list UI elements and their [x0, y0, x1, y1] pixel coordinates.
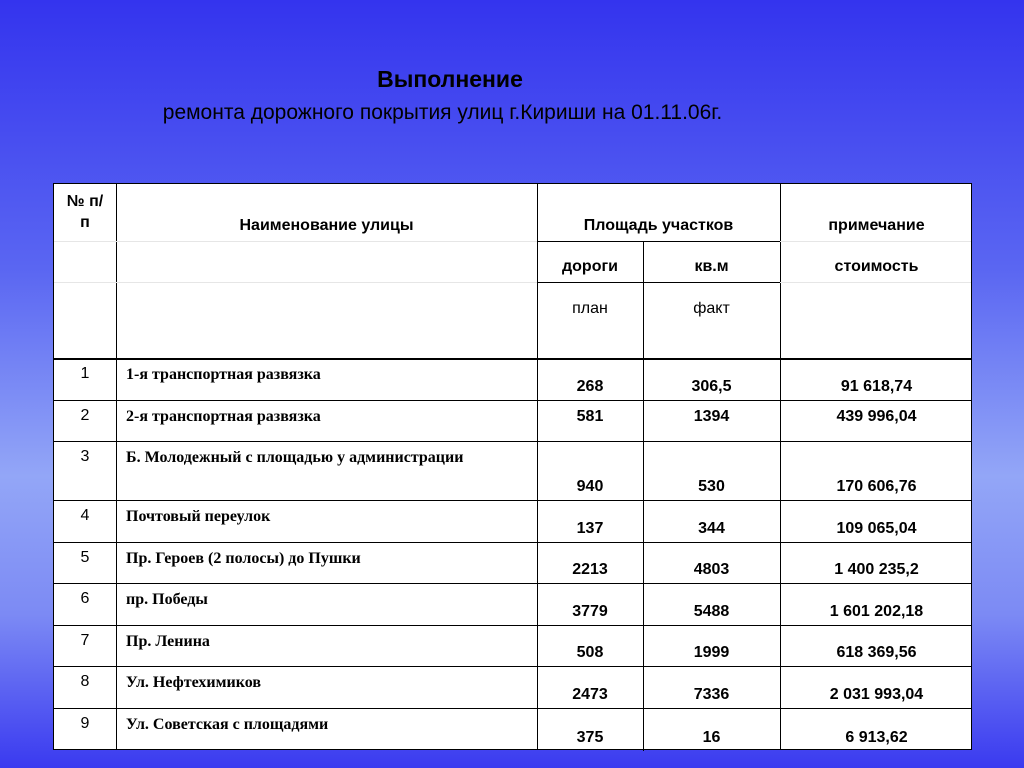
- cost-value: 109 065,04: [836, 520, 917, 537]
- fact-value: 16: [702, 729, 721, 746]
- fact-value: 5488: [693, 603, 730, 620]
- slide-title: Выполнение: [377, 66, 523, 92]
- header-sqm: кв.м: [694, 258, 729, 275]
- header-cost: стоимость: [834, 258, 919, 275]
- plan-value: 268: [576, 378, 604, 395]
- slide-subtitle: ремонта дорожного покрытия улиц г.Кириши на 01.11.06г.: [162, 101, 723, 124]
- street-name: 1-я транспортная развязка: [126, 366, 321, 383]
- header-area: Площадь участков: [583, 216, 734, 234]
- plan-value: 940: [576, 478, 604, 495]
- fact-value: 530: [698, 478, 725, 495]
- cost-value: 91 618,74: [840, 378, 913, 395]
- fact-value: 1999: [693, 644, 730, 661]
- plan-value: 375: [576, 729, 604, 746]
- header-note: примечание: [828, 216, 925, 234]
- road-repair-table: [53, 183, 972, 750]
- fact-value: 1394: [693, 408, 730, 425]
- street-name: Б. Молодежный с площадью у администрации: [126, 449, 464, 466]
- street-name: Почтовый переулок: [126, 508, 271, 525]
- row-number: 2: [80, 407, 90, 424]
- header-road: дороги: [562, 258, 618, 275]
- header-num: № п/п: [66, 192, 104, 231]
- street-name: Ул. Нефтехимиков: [126, 674, 261, 691]
- street-name: Ул. Советская с площадями: [126, 716, 329, 733]
- fact-value: 344: [698, 520, 725, 537]
- header-fact: факт: [693, 300, 730, 317]
- street-name: 2-я транспортная развязка: [126, 408, 321, 425]
- cost-value: 618 369,56: [836, 644, 917, 661]
- plan-value: 137: [576, 520, 604, 537]
- cost-value: 6 913,62: [845, 729, 908, 746]
- fact-value: 306,5: [691, 378, 732, 395]
- cost-value: 2 031 993,04: [829, 686, 924, 703]
- cost-value: 1 601 202,18: [829, 603, 924, 620]
- plan-value: 508: [576, 644, 604, 661]
- cost-value: 439 996,04: [836, 408, 917, 425]
- row-number: 3: [80, 448, 90, 465]
- cost-value: 170 606,76: [836, 478, 917, 495]
- plan-value: 581: [576, 408, 604, 425]
- street-name: Пр. Ленина: [126, 633, 210, 650]
- plan-value: 2473: [572, 686, 608, 703]
- plan-value: 3779: [572, 603, 608, 620]
- street-name: пр. Победы: [126, 591, 208, 608]
- fact-value: 4803: [693, 561, 730, 578]
- header-plan: план: [572, 300, 608, 317]
- row-number: 5: [80, 549, 90, 566]
- cost-value: 1 400 235,2: [834, 561, 919, 578]
- row-number: 7: [80, 632, 90, 649]
- row-number: 8: [80, 673, 90, 690]
- fact-value: 7336: [693, 686, 730, 703]
- plan-value: 2213: [572, 561, 608, 578]
- row-number: 1: [80, 365, 90, 382]
- row-number: 6: [80, 590, 90, 607]
- row-number: 4: [80, 507, 90, 524]
- row-number: 9: [80, 715, 90, 732]
- street-name: Пр. Героев (2 полосы) до Пушки: [126, 550, 361, 567]
- header-street-name: Наименование улицы: [239, 216, 414, 234]
